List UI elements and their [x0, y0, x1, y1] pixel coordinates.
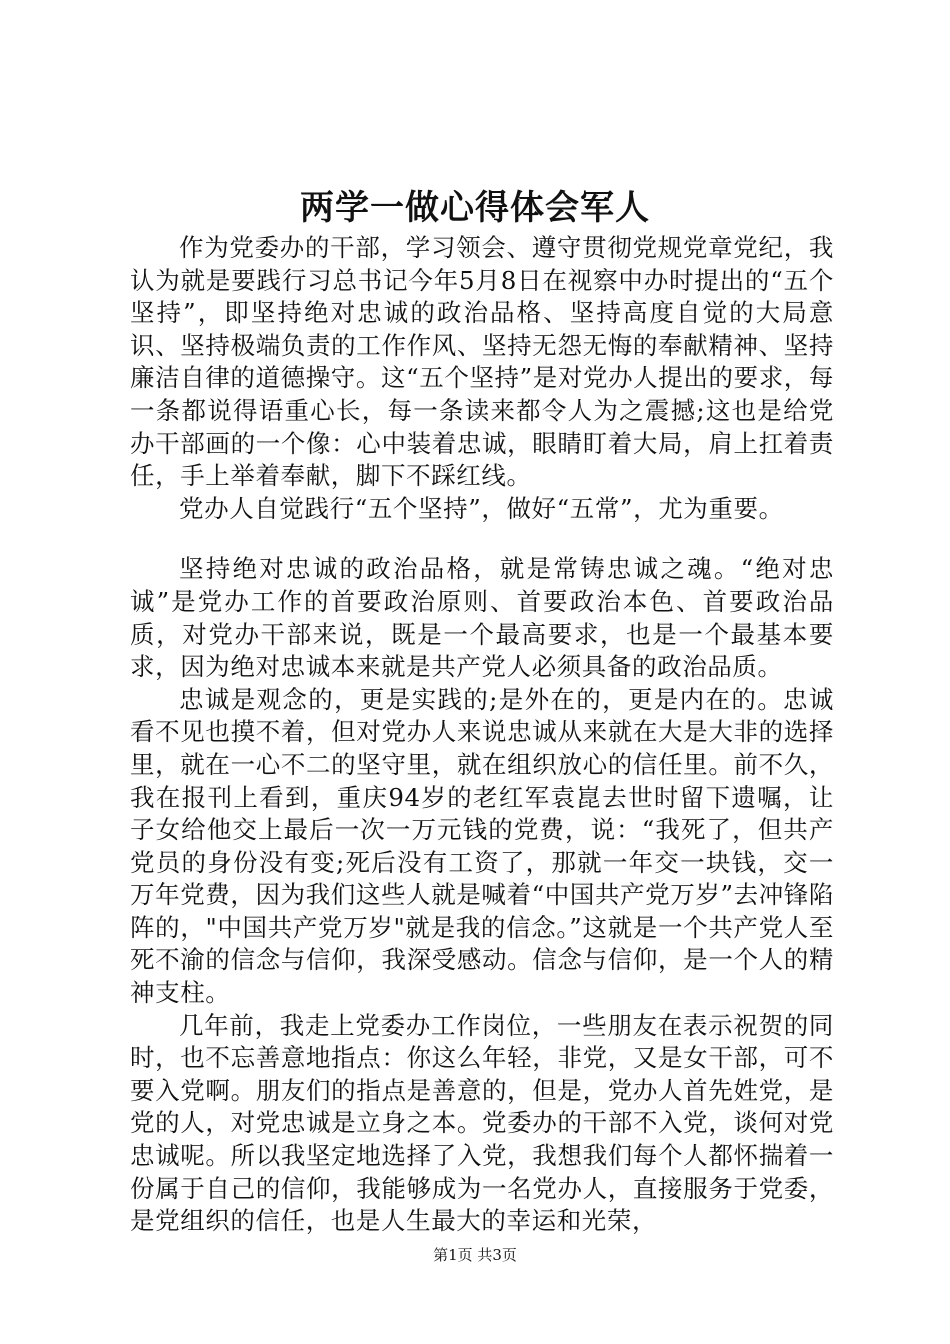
- document-title: 两学一做心得体会军人: [300, 188, 650, 228]
- document-body: [130, 232, 834, 1238]
- paragraph-5: 几年前，我走上党委办工作岗位，一些朋友在表示祝贺的同时，也不忘善意地指点：你这么年轻，非党，又是女干部，可不要入党啊。朋友们的指点是善意的，但是，党办人首先姓党，是党的人，对党忠诚是立身之本。党委办的干部不入党，谈何对党忠诚呢。所以我坚定地选择了入党，我想我们每个人都怀揣着一份属于自己的信仰，我能够成为一名党办人，直接服务于党委，是党组织的信任，也是人生最大的幸运和光荣，: [130, 1010, 834, 1236]
- paragraph-4: 忠诚是观念的，更是实践的;是外在的，更是内在的。忠诚看不见也摸不着，但对党办人来说忠诚从来就在大是大非的选择里，就在一心不二的坚守里，就在组织放心的信任里。前不久，我在报刊上看到，重庆94岁的老红军袁崑去世时留下遗嘱，让子女给他交上最后一次一万元钱的党费，说：“我死了，但共产党员的身份没有变;死后没有工资了，那就一年交一块钱，交一万年党费，因为我们这些人就是喊着“中国共产党万岁”去冲锋陷阵的，"中国共产党万岁"就是我的信念。”这就是一个共产党人至死不渝的信念与信仰，我深受感动。信念与信仰，是一个人的精神支柱。: [130, 684, 834, 1008]
- paragraph-3: 坚持绝对忠诚的政治品格，就是常铸忠诚之魂。“绝对忠诚”是党办工作的首要政治原则、首要政治本色、首要政治品质，对党办干部来说，既是一个最高要求，也是一个最基本要求，因为绝对忠诚本来就是共产党人必须具备的政治品质。: [130, 554, 834, 682]
- paragraph-2: 党办人自觉践行“五个坚持”，做好“五常”，尤为重要。: [179, 493, 784, 523]
- paragraph-1: 作为党委办的干部，学习领会、遵守贯彻党规党章党纪，我认为就是要践行习总书记今年5月8日在视察中办时提出的“五个坚持”，即坚持绝对忠诚的政治品格、坚持高度自觉的大局意识、坚持极端负责的工作作风、坚持无怨无悔的奉献精神、坚持廉洁自律的道德操守。这“五个坚持”是对党办人提出的要求，每一条都说得语重心长，每一条读来都令人为之震撼;这也是给党办干部画的一个像：心中装着忠诚，眼睛盯着大局，肩上扛着责任，手上举着奉献，脚下不踩红线。: [130, 233, 834, 491]
- page-footer: 第1页 共3页: [433, 1246, 517, 1264]
